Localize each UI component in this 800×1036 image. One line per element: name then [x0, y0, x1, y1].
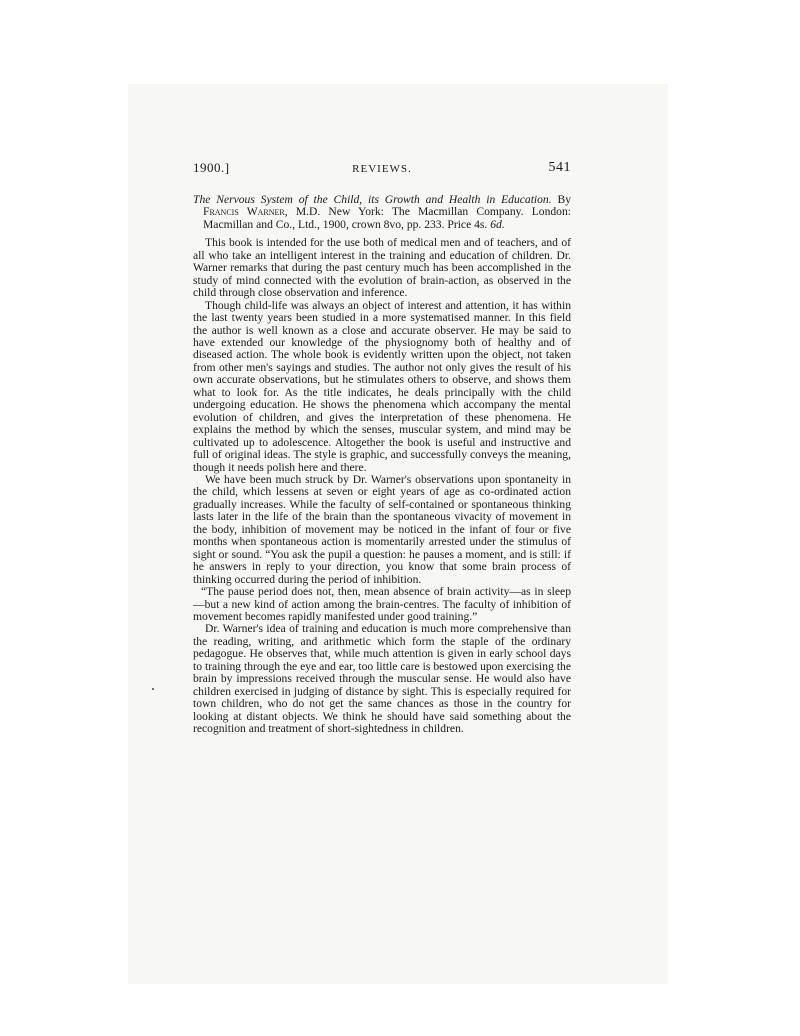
running-head-year: 1900.]	[193, 160, 230, 175]
body-paragraph-intro: This book is intended for the use both of medical men and of teachers, and of all who take an intelligent interest in the training and education of children. Dr. Warner remarks that during the past century much has been accomplished in the study of mind connected with the evolution of brain-action, as observed in the child through close observation and inference.	[193, 236, 571, 300]
journal-page	[193, 162, 571, 735]
body-paragraph-training: Dr. Warner's idea of training and education is much more comprehensive than the reading, writing, and arithmetic which form the staple of the ordinary pedagogue. He observes that, while much attention is given in early school days to training through the eye and ear, too little care is bestowed upon exercising the brain by impressions received through the muscular sense. He would also have children exercised in judging of distance by sight. This is especially required for town children, who do not get the same chances as those in the country for looking at distant objects. We think he should have said something about the recognition and treatment of short-sightedness in children.	[193, 622, 571, 736]
running-head-section: REVIEWS.	[352, 163, 412, 175]
publication-details: , M.D. New York: The Macmillan Company. London: Macmillan and Co., Ltd., 1900, crown 8vo, pp. 233. Price 4s.	[203, 205, 571, 231]
citation-by: By	[557, 193, 571, 206]
book-title: The Nervous System of the Child, its Growth and Health in Education.	[193, 193, 552, 206]
book-citation	[193, 194, 571, 231]
body-paragraph-quote: “The pause period does not, then, mean absence of brain activity—as in sleep—but a new kind of action among the brain-centres. The faculty of inhibition of movement becomes rapidly manifested under good training.”	[193, 585, 571, 623]
body-paragraph-child-life: Though child-life was always an object of interest and attention, it has within the last twenty years been studied in a more systematised manner. In this field the author is well known as a close and accurate observer. He may be said to have extended our knowledge of the physiognomy both of healthy and of diseased action. The whole book is evidently written upon the object, not taken from other men's sayings and studies. The author not only gives the result of his own accurate observations, but he stimulates others to observe, and shows them what to look for. As the title indicates, he deals principally with the child undergoing education. He shows the phenomena which accompany the mental evolution of children, and gives the interpretation of these phenomena. He explains the method by which the senses, muscular system, and mind may be cultivated up to adolescence. Altogether the book is useful and instructive and full of original ideas. The style is graphic, and successfully conveys the meaning, though it needs polish here and there.	[193, 298, 571, 474]
running-head	[193, 162, 571, 182]
stray-ink-mark	[152, 688, 154, 690]
author-name: Francis Warner	[203, 205, 285, 219]
price-pence: 6d.	[490, 217, 505, 231]
body-paragraph-spontaneity: We have been much struck by Dr. Warner's observations upon spontaneity in the child, which lessens at seven or eight years of age as co-ordinated action gradually increases. While the faculty of self-contained or spontaneous thinking lasts later in the life of the brain than the spontaneous vivacity of movement in the body, inhibition of movement may be noticed in the infant of four or five months when spontaneous action is momentarily arrested under the stimulus of sight or sound. “You ask the pupil a question: he pauses a moment, and is still: if he answers in reply to your direction, you know that some brain process of thinking occurred during the period of inhibition.	[193, 472, 571, 586]
page-number: 541	[548, 160, 571, 175]
